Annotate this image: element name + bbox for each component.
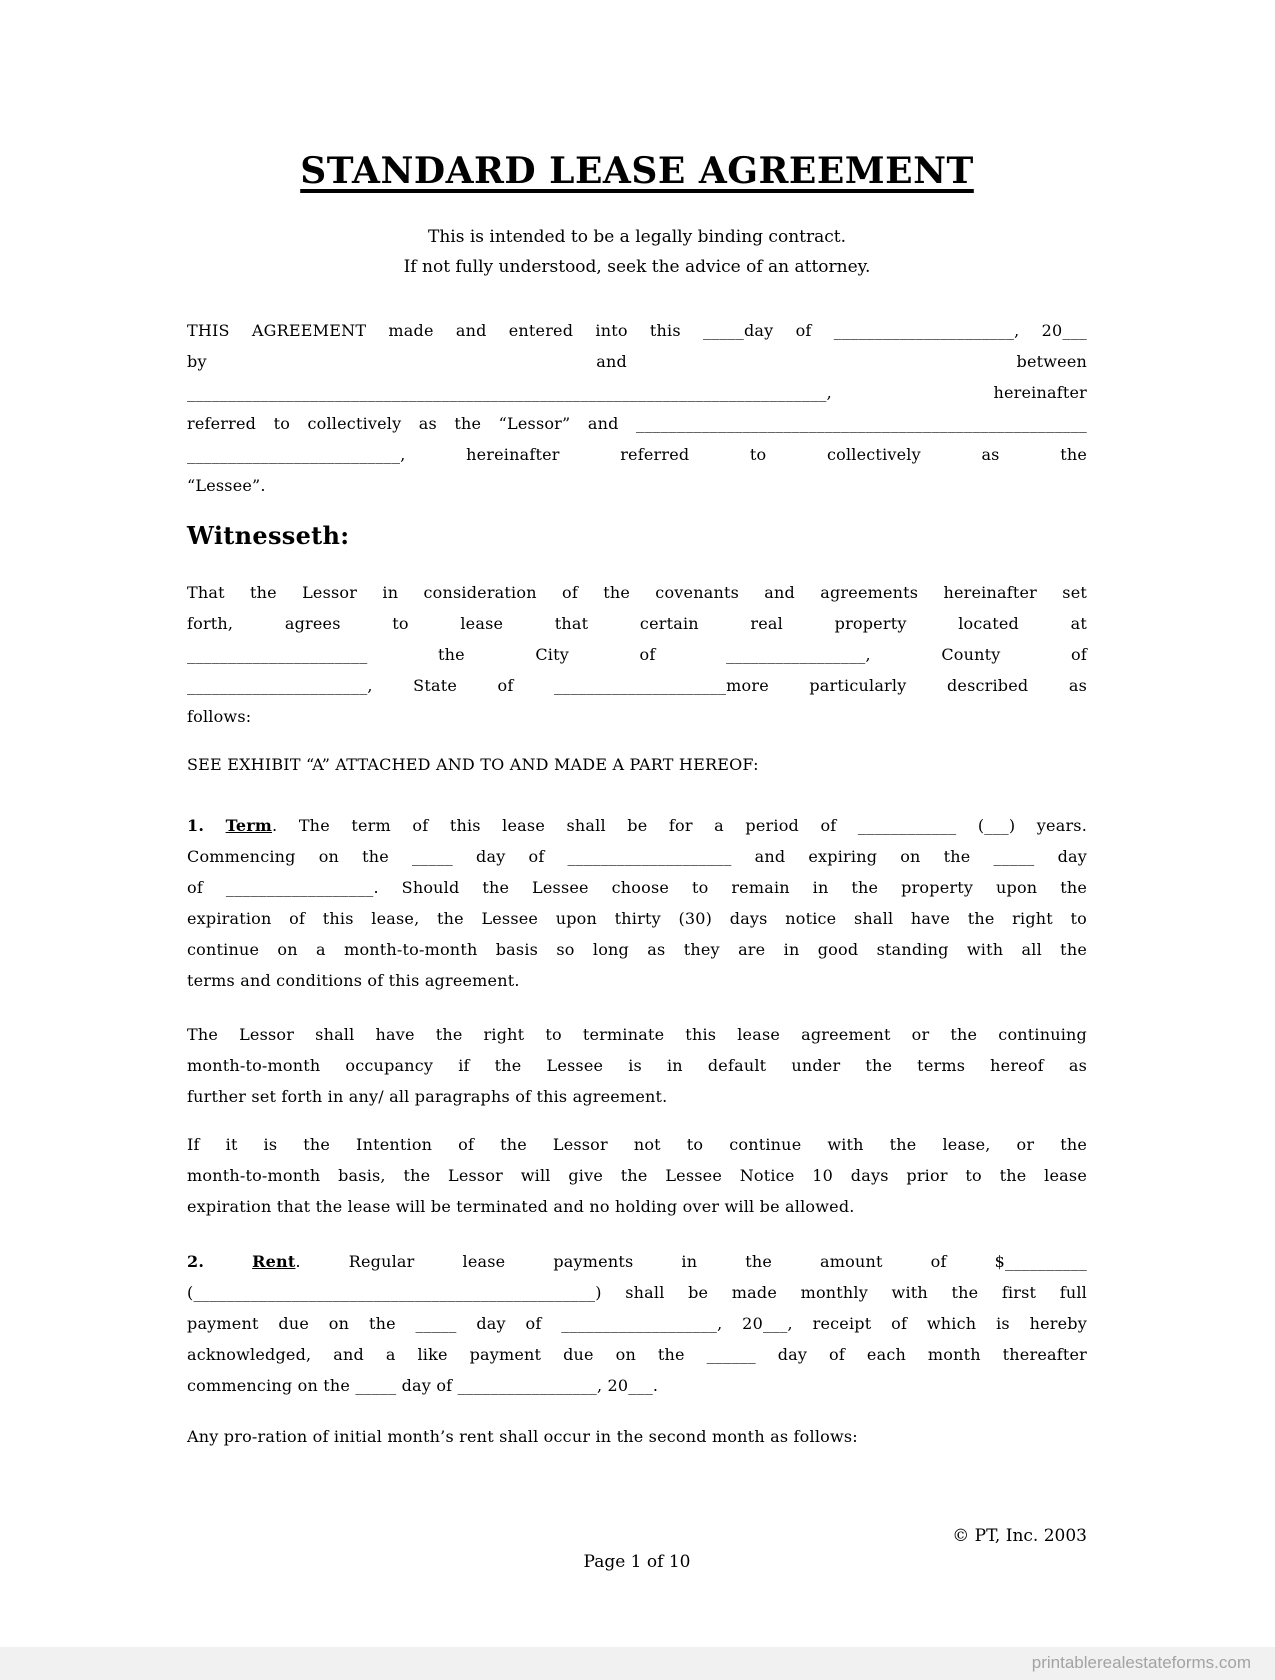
subtitle-line-2: If not fully understood, seek the advice of an attorney.	[403, 257, 871, 277]
witnesseth-line: ______________________ the City of _________________, County of	[187, 645, 1087, 664]
subtitle-line-1: This is intended to be a legally binding contract.	[427, 227, 846, 247]
term-number: 1.	[187, 816, 205, 835]
watermark-link[interactable]: printablerealestateforms.com	[1031, 1653, 1251, 1672]
exhibit-line: SEE EXHIBIT “A” ATTACHED AND TO AND MADE A PART HEREOF:	[187, 755, 759, 774]
intro-line: THIS AGREEMENT made and entered into this _____day of ______________________, 20___	[187, 321, 1087, 340]
term-line: terms and conditions of this agreement.	[187, 971, 520, 990]
page-number: Page 1 of 10	[583, 1552, 691, 1572]
intro-line: referred to collectively as the “Lessor” and _______________________________________________________	[187, 414, 1087, 433]
rent-first-line	[187, 1246, 1087, 1277]
term-line: of __________________. Should the Lessee choose to remain in the property upon the	[187, 878, 1087, 897]
term-line-rest: . The term of this lease shall be for a period of ____________ (___) years.	[272, 816, 1087, 835]
term-first-line	[187, 810, 1087, 841]
term-line: expiration of this lease, the Lessee upon thirty (30) days notice shall have the right to	[187, 909, 1087, 928]
proration-paragraph	[187, 1421, 1087, 1452]
rent-section	[187, 1246, 1087, 1401]
page-title-text: STANDARD LEASE AGREEMENT	[300, 150, 974, 192]
intention-line: expiration that the lease will be terminated and no holding over will be allowed.	[187, 1197, 855, 1216]
copyright-notice: © PT, Inc. 2003	[952, 1526, 1087, 1546]
rent-line-rest: . Regular lease payments in the amount of $__________	[295, 1252, 1087, 1271]
term-label: Term	[225, 816, 273, 835]
intro-line: by and between	[187, 352, 1087, 371]
intention-line: month-to-month basis, the Lessor will give the Lessee Notice 10 days prior to the lease	[187, 1166, 1087, 1185]
intro-paragraph	[187, 315, 1087, 501]
intention-line: If it is the Intention of the Lessor not to continue with the lease, or the	[187, 1135, 1087, 1154]
page-title	[187, 150, 1087, 192]
witnesseth-paragraph	[187, 577, 1087, 732]
intro-line: __________________________, hereinafter referred to collectively as the	[187, 445, 1087, 464]
witnesseth-line: ______________________, State of _____________________more particularly described as	[187, 676, 1087, 695]
terminate-line: further set forth in any/ all paragraphs of this agreement.	[187, 1087, 668, 1106]
rent-line: payment due on the _____ day of ___________________, 20___, receipt of which is hereby	[187, 1314, 1087, 1333]
rent-line: (_________________________________________________) shall be made monthly with the first full	[187, 1283, 1087, 1302]
term-line: continue on a month-to-month basis so long as they are in good standing with all the	[187, 940, 1087, 959]
witnesseth-line: forth, agrees to lease that certain real property located at	[187, 614, 1087, 633]
term-section	[187, 810, 1087, 996]
document-page	[187, 0, 1087, 1575]
rent-line: commencing on the _____ day of _________________, 20___.	[187, 1376, 659, 1395]
rent-label: Rent	[252, 1252, 296, 1271]
terminate-line: The Lessor shall have the right to terminate this lease agreement or the continuing	[187, 1025, 1087, 1044]
site-footer-bar	[0, 1647, 1275, 1680]
intro-line: ______________________________________________________________________________, hereinafter	[187, 383, 1087, 402]
term-line: Commencing on the _____ day of ____________________ and expiring on the _____ day	[187, 847, 1087, 866]
intention-paragraph	[187, 1129, 1087, 1222]
intro-line: “Lessee”.	[187, 476, 266, 495]
rent-line: acknowledged, and a like payment due on the ______ day of each month thereafter	[187, 1345, 1087, 1364]
witnesseth-line: That the Lessor in consideration of the covenants and agreements hereinafter set	[187, 583, 1087, 602]
exhibit-note	[187, 749, 1087, 780]
rent-number: 2.	[187, 1252, 205, 1271]
subtitle	[187, 222, 1087, 282]
terminate-paragraph	[187, 1019, 1087, 1112]
proration-line: Any pro-ration of initial month’s rent shall occur in the second month as follows:	[187, 1427, 858, 1446]
witnesseth-line: follows:	[187, 707, 252, 726]
witnesseth-heading: Witnesseth:	[187, 521, 350, 550]
terminate-line: month-to-month occupancy if the Lessee is in default under the terms hereof as	[187, 1056, 1087, 1075]
